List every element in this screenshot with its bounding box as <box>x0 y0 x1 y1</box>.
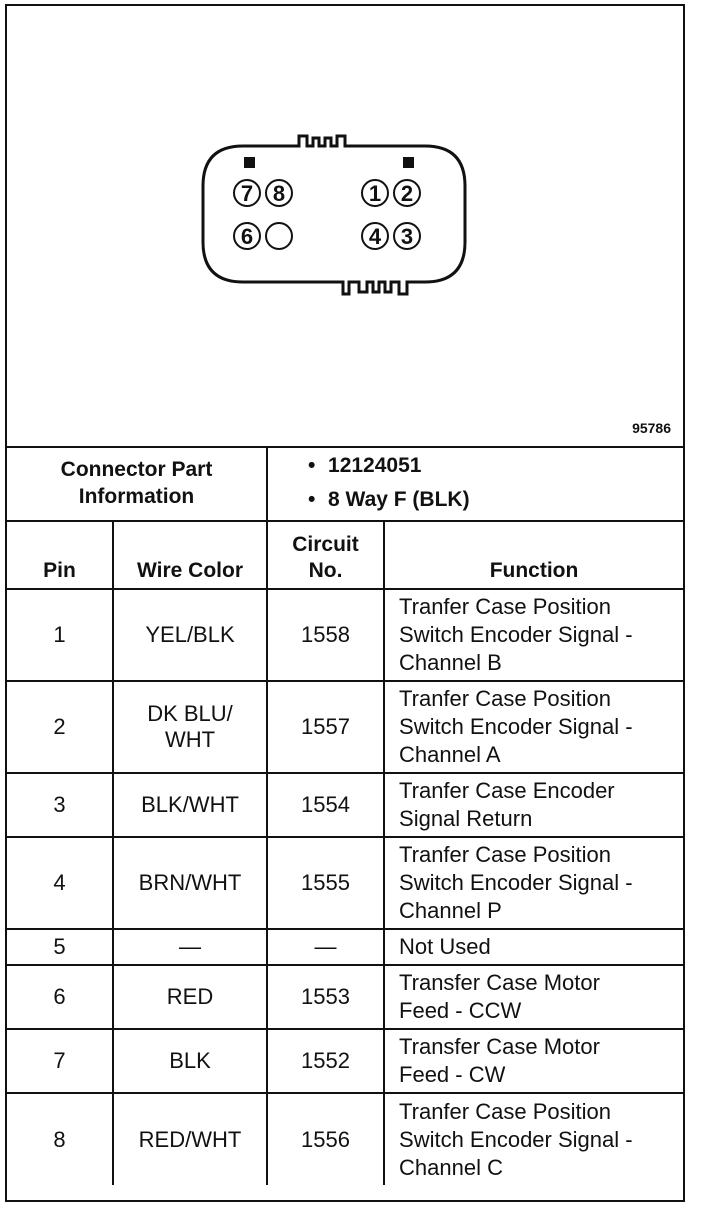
wire-color-line: — <box>179 934 201 959</box>
wire-color-cell <box>113 1029 267 1093</box>
table-row <box>7 1093 683 1185</box>
circuit-header: Circuit No. <box>267 521 384 589</box>
function-cell <box>384 773 683 837</box>
wire-color-cell <box>113 929 267 965</box>
function-line: Channel P <box>399 898 502 923</box>
pin-6-label: 6 <box>240 224 254 249</box>
pin-5-cavity <box>266 223 292 249</box>
connector-diagram-area <box>7 6 683 448</box>
function-line: Tranfer Case Encoder <box>399 778 615 803</box>
part-info-row <box>7 446 683 521</box>
function-cell <box>384 681 683 773</box>
connector-description: • 8 Way F (BLK) <box>308 488 470 511</box>
function-cell <box>384 929 683 965</box>
wire-color-cell <box>113 681 267 773</box>
pin-header: Pin <box>7 521 113 589</box>
wire-color-header: Wire Color <box>113 521 267 589</box>
part-info-label-text: Connector Part Information <box>60 458 213 508</box>
wire-color-line: RED/WHT <box>138 1126 242 1152</box>
part-info-label <box>7 446 267 521</box>
figure-number: 95786 <box>632 420 671 436</box>
pin-8-label: 8 <box>272 181 286 206</box>
function-line: Feed - CW <box>399 1062 506 1087</box>
table-row <box>7 1029 683 1093</box>
function-line: Tranfer Case Position <box>399 1098 611 1124</box>
table-row <box>7 929 683 965</box>
wire-color-line: BLK <box>169 1048 211 1073</box>
part-info-values <box>267 446 683 521</box>
function-cell <box>384 589 683 681</box>
function-line: Not Used <box>399 934 491 959</box>
pin-2-marker <box>403 157 414 168</box>
function-line: Tranfer Case Position <box>399 842 611 867</box>
wire-color-line: RED <box>166 984 214 1009</box>
circuit-cell: 1554 <box>267 773 384 837</box>
table-row <box>7 773 683 837</box>
pin-cell: 8 <box>7 1093 113 1185</box>
function-line: Transfer Case Motor <box>399 970 600 995</box>
pin-4-label: 4 <box>368 224 382 249</box>
function-line: Transfer Case Motor <box>399 1034 600 1059</box>
connector-face-diagram <box>7 6 683 446</box>
circuit-cell: — <box>267 929 384 965</box>
wire-color-line: WHT <box>164 727 216 752</box>
wire-color-cell <box>113 1093 267 1185</box>
pin-cell: 3 <box>7 773 113 837</box>
part-number: • 12124051 <box>308 454 422 477</box>
pin-rows <box>7 589 683 1185</box>
pin-2-label: 2 <box>400 181 414 206</box>
function-line: Channel C <box>399 1154 503 1180</box>
function-line: Signal Return <box>399 806 533 831</box>
wire-color-line: BLK/WHT <box>141 792 239 817</box>
wire-color-cell <box>113 589 267 681</box>
circuit-cell: 1557 <box>267 681 384 773</box>
circuit-cell: 1556 <box>267 1093 384 1185</box>
function-cell <box>384 1093 683 1185</box>
function-line: Switch Encoder Signal - <box>399 870 633 895</box>
wire-color-line: BRN/WHT <box>138 870 242 895</box>
pin-7-label: 7 <box>240 181 254 206</box>
function-header: Function <box>384 521 683 589</box>
function-line: Channel B <box>399 650 502 675</box>
function-line: Tranfer Case Position <box>399 686 611 711</box>
circuit-cell: 1552 <box>267 1029 384 1093</box>
circuit-cell: 1555 <box>267 837 384 929</box>
pin-cell: 5 <box>7 929 113 965</box>
function-line: Switch Encoder Signal - <box>399 1126 633 1152</box>
table-header-row <box>7 521 683 589</box>
pin-cell: 7 <box>7 1029 113 1093</box>
connector-pinout-table <box>7 446 683 1185</box>
function-line: Switch Encoder Signal - <box>399 622 633 647</box>
table-row <box>7 681 683 773</box>
function-cell <box>384 1029 683 1093</box>
table-row <box>7 589 683 681</box>
function-line: Feed - CCW <box>399 998 522 1023</box>
connector-body-outline <box>203 136 465 294</box>
function-line: Channel A <box>399 742 501 767</box>
wire-color-line: YEL/BLK <box>145 622 235 647</box>
pin-cell: 1 <box>7 589 113 681</box>
pin-7-marker <box>244 157 255 168</box>
function-cell <box>384 837 683 929</box>
wire-color-line: DK BLU/ <box>147 701 233 726</box>
pin-cell: 6 <box>7 965 113 1029</box>
pin-3-label: 3 <box>400 224 414 249</box>
table-row <box>7 837 683 929</box>
pin-1-label: 1 <box>368 181 382 206</box>
wire-color-cell <box>113 773 267 837</box>
function-line: Switch Encoder Signal - <box>399 714 633 739</box>
circuit-cell: 1558 <box>267 589 384 681</box>
wire-color-cell <box>113 965 267 1029</box>
pin-cell: 4 <box>7 837 113 929</box>
function-line: Tranfer Case Position <box>399 594 611 619</box>
circuit-cell: 1553 <box>267 965 384 1029</box>
table-row <box>7 965 683 1029</box>
connector-sheet <box>5 4 685 1202</box>
wire-color-cell <box>113 837 267 929</box>
pin-cell: 2 <box>7 681 113 773</box>
function-cell <box>384 965 683 1029</box>
